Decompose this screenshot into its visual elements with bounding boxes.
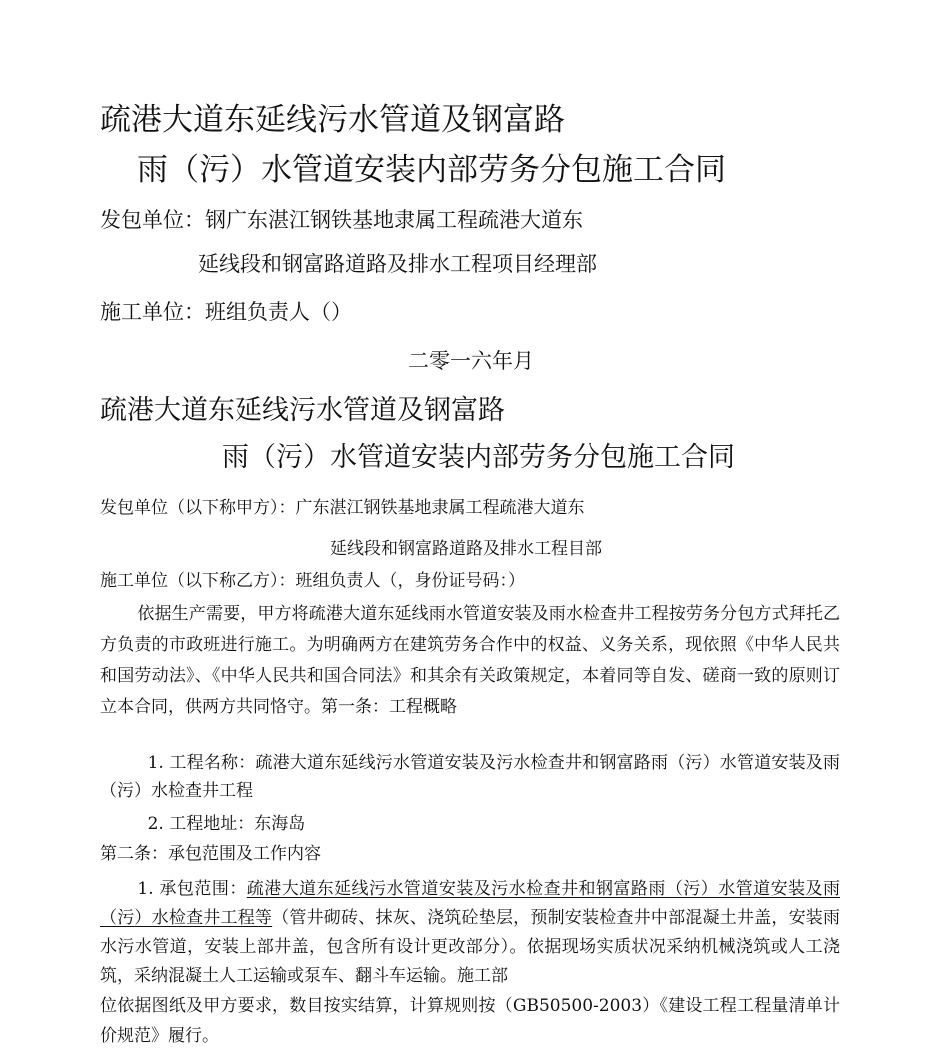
scope-underlined: 疏港大道东延线污水管道安装及污水检查井和钢富路雨（污）水管道安装及雨（污）水检查井工程等 <box>100 879 840 928</box>
scope-paragraph <box>100 875 840 991</box>
cover-contractor-value: 班组负责人（） <box>205 300 352 324</box>
item-project-name: 1. 工程名称：疏港大道东延线污水管道安装及污水检查井和钢富路雨（污）水管道安装及雨（污）水检查井工程 <box>100 753 840 801</box>
cover-employer-label: 发包单位： <box>100 208 205 232</box>
party-a-line1: 发包单位（以下称甲方）：广东湛江钢铁基地隶属工程疏港大道东 <box>100 498 585 518</box>
article-2-heading: 第二条：承包范围及工作内容 <box>100 844 321 864</box>
scope-prefix: 1. 承包范围： <box>137 879 247 899</box>
item-project-location: 2. 工程地址：东海岛 <box>147 814 306 834</box>
party-a-line2: 延线段和钢富路道路及排水工程目部 <box>330 539 602 559</box>
party-b: 施工单位（以下称乙方）：班组负责人（，身份证号码：） <box>100 571 525 591</box>
contract-title-line2: 雨（污）水管道安装内部劳务分包施工合同 <box>222 442 735 473</box>
cover-contractor-label: 施工单位： <box>100 300 205 324</box>
cover-date: 二零一六年月 <box>408 349 534 373</box>
cover-title-line1: 疏港大道东延线污水管道及钢富路 <box>100 102 565 138</box>
cover-employer <box>100 204 583 234</box>
cover-contractor <box>100 296 352 326</box>
contract-title-line1: 疏港大道东延线污水管道及钢富路 <box>100 395 505 426</box>
scope-continuation: 位依据图纸及甲方要求，数目按实结算，计算规则按（GB50500-2003）《建设工程工程量清单计价规范》履行。 <box>100 996 840 1046</box>
cover-employer-line2: 延线段和钢富路道路及排水工程项目经理部 <box>198 252 597 276</box>
intro-paragraph: 依据生产需要，甲方将疏港大道东延线雨水管道安装及雨水检查井工程按劳务分包方式拜托乙方负责的市政班进行施工。为明确两方在建筑劳务合作中的权益、义务关系，现依照《中华人民共和国劳动法》、《中华人民共和国合同法》和其余有关政策规定，本着同等自发、磋商一致的原则订立本合同，供两方共同恪守。第一条：工程概略 <box>100 604 840 717</box>
cover-title-line2: 雨（污）水管道安装内部劳务分包施工合同 <box>137 152 726 188</box>
scope-rest: （管井砌砖、抹灰、浇筑砼垫层，预制安装检查井中部混凝土井盖，安装雨水污水管道，安装上部井盖，包含所有设计更改部分）。依据现场实质状况采纳机械浇筑或人工浇筑，采纳混凝土人工运输或泵车、翻斗车运输。施工部 <box>100 908 841 986</box>
cover-employer-line1: 钢广东湛江钢铁基地隶属工程疏港大道东 <box>205 208 583 232</box>
